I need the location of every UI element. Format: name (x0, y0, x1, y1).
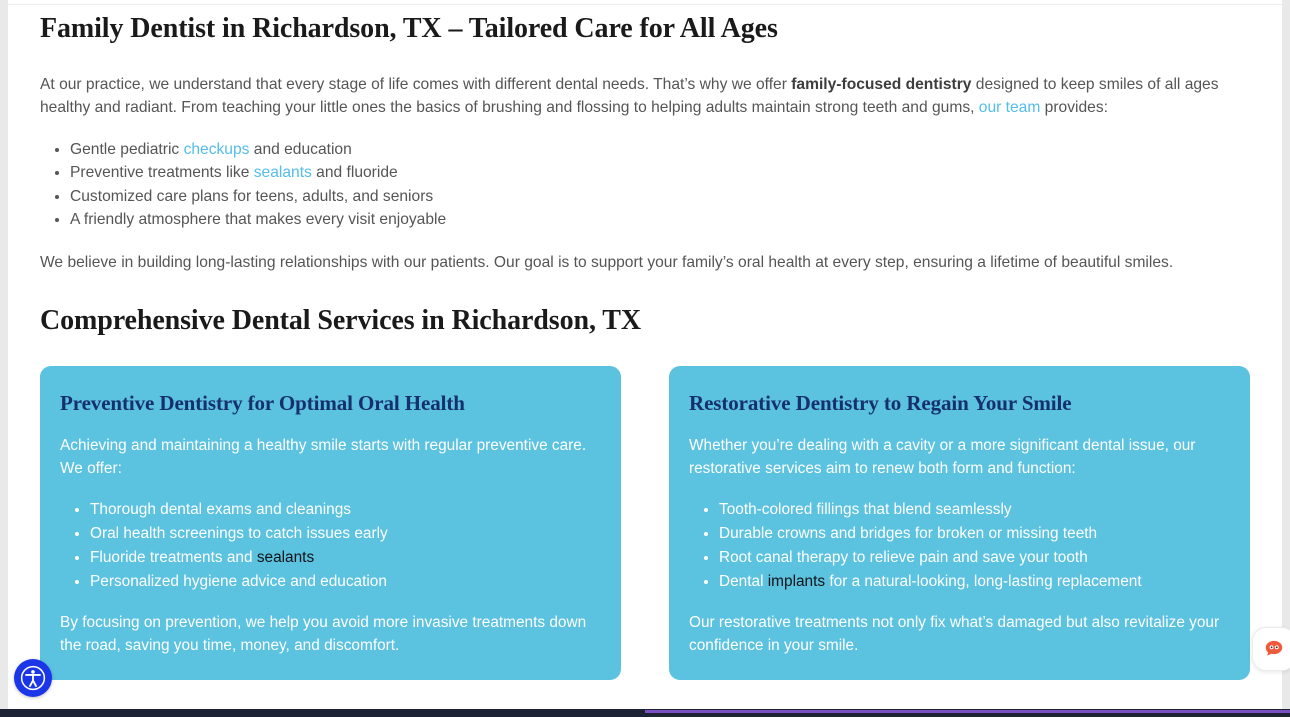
accessibility-widget-button[interactable] (14, 659, 52, 697)
list-item-before: Thorough dental exams and cleanings (90, 501, 351, 519)
list-item-before: Root canal therapy to relieve pain and save your tooth (719, 549, 1088, 567)
service-card-restorative[interactable] (669, 366, 1250, 680)
service-card-bullet-list (90, 499, 601, 594)
list-item (70, 186, 1250, 209)
intro-paragraph-part2: designed to keep smiles of all ages healthy and radiant. From teaching your little ones the basics of brushing and flossing to helping adults maintain strong teeth and gums, (40, 76, 1219, 116)
intro-paragraph-part3: provides: (1040, 98, 1108, 116)
list-item (70, 139, 1250, 162)
service-card-closing: Our restorative treatments not only fix what’s damaged but also revitalize your confidence in your smile. (689, 613, 1220, 654)
intro-paragraph-bold: family-focused dentistry (791, 76, 972, 93)
service-card-intro: Whether you’re dealing with a cavity or a more significant dental issue, our restorative services aim to renew both form and function: (689, 437, 1196, 478)
service-card-preventive[interactable] (40, 366, 621, 680)
list-item (719, 547, 1230, 570)
list-item (90, 547, 601, 570)
os-bottom-bar-accent (645, 710, 1290, 713)
list-item (70, 162, 1250, 185)
page-title: Family Dentist in Richardson, TX – Tailored Care for All Ages (40, 13, 778, 44)
services-heading: Comprehensive Dental Services in Richardson, TX (40, 304, 641, 336)
implants-card-link[interactable]: implants (767, 573, 826, 591)
sealants-card-link[interactable]: sealants (256, 549, 315, 567)
list-item-after: and education (249, 140, 352, 158)
os-bottom-bar (0, 709, 1290, 717)
list-item-before: Gentle pediatric (70, 140, 184, 158)
service-card-bullet-list (719, 499, 1230, 594)
list-item (719, 523, 1230, 546)
list-item-before: Oral health screenings to catch issues early (90, 525, 388, 543)
list-item (70, 209, 1250, 232)
page-top-hairline (0, 4, 1290, 5)
accessibility-icon (20, 665, 46, 691)
intro-paragraph-part1: At our practice, we understand that every stage of life comes with different dental needs. That’s why we offer (40, 76, 792, 93)
intro-closing-paragraph: We believe in building long-lasting relationships with our patients. Our goal is to support your family’s oral health at every step, ensuring a lifetime of beautiful smiles. (40, 254, 1174, 272)
service-card-title: Preventive Dentistry for Optimal Oral Health (60, 390, 465, 415)
services-cards-row (40, 366, 1250, 680)
service-card-closing: By focusing on prevention, we help you avoid more invasive treatments down the road, saving you time, money, and discomfort. (60, 613, 587, 654)
sealants-link[interactable]: sealants (253, 164, 312, 182)
list-item-before: Personalized hygiene advice and education (90, 573, 387, 591)
list-item-before: Preventive treatments like (70, 164, 254, 182)
chat-bubble-icon (1263, 638, 1285, 660)
list-item-before: Customized care plans for teens, adults, and seniors (70, 187, 434, 205)
list-item-after: for a natural-looking, long-lasting replacement (825, 573, 1142, 591)
viewport-left-gutter (0, 0, 8, 717)
list-item (90, 523, 601, 546)
list-item (719, 571, 1230, 594)
chat-widget-button[interactable] (1252, 627, 1290, 671)
list-item-before: A friendly atmosphere that makes every visit enjoyable (70, 211, 447, 229)
list-item (90, 571, 601, 594)
list-item (719, 499, 1230, 522)
service-card-title: Restorative Dentistry to Regain Your Smile (689, 390, 1072, 415)
list-item-before: Dental (719, 573, 768, 591)
viewport-right-gutter (1282, 0, 1290, 717)
list-item-before: Fluoride treatments and (90, 549, 257, 567)
service-card-intro: Achieving and maintaining a healthy smile starts with regular preventive care. We offer: (60, 437, 587, 478)
list-item-before: Durable crowns and bridges for broken or missing teeth (719, 525, 1098, 543)
intro-paragraph (40, 74, 1250, 120)
our-team-link[interactable]: our team (978, 98, 1041, 116)
list-item (90, 499, 601, 522)
intro-bullet-list (70, 139, 1250, 232)
list-item-before: Tooth-colored fillings that blend seamlessly (719, 501, 1012, 519)
list-item-after: and fluoride (311, 164, 398, 182)
checkups-link[interactable]: checkups (183, 140, 250, 158)
